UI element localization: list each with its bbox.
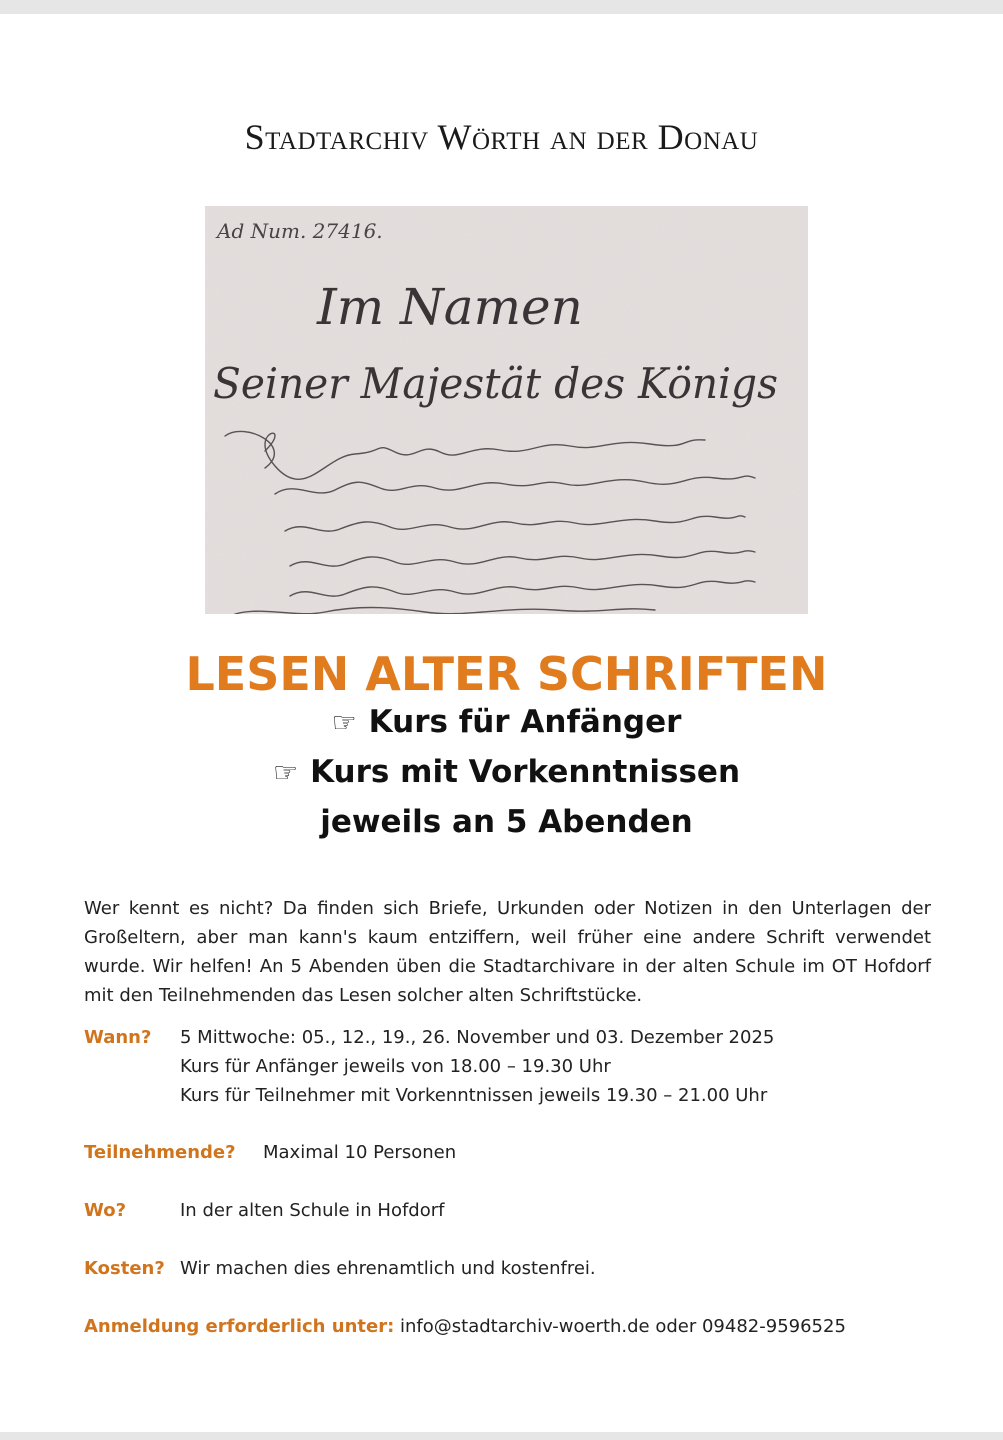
manuscript-image: [205, 206, 808, 614]
detail-registration-label: Anmeldung erforderlich unter:: [84, 1316, 395, 1337]
flyer-page: [0, 14, 1003, 1432]
detail-costs-label: Kosten?: [84, 1258, 165, 1279]
detail-participants: [84, 1138, 931, 1168]
offer-beginners: [0, 700, 1003, 745]
detail-when: [84, 1023, 931, 1113]
intro-text: Wer kennt es nicht? Da finden sich Briefe, Urkunden oder Notizen in den Unterlagen der Großeltern, aber man kann's kaum entziffern, weil früher eine andere Schrift verwendet wurde. Wir helfen! An 5 Abenden üben die Stadtarchivare in der alten Schule im OT Hofdorf mit den Teilnehmenden das Lesen solcher alten Schriftstücke.: [84, 898, 931, 1006]
detail-costs: [84, 1254, 931, 1284]
archive-title: Stadtarchiv Wörth an der Donau: [244, 117, 759, 157]
detail-costs-value: Wir machen dies ehrenamtlich und kostenfrei.: [180, 1258, 596, 1279]
detail-where-value: In der alten Schule in Hofdorf: [180, 1200, 445, 1221]
detail-when-line: Kurs für Teilnehmer mit Vorkenntnissen jeweils 19.30 – 21.00 Uhr: [180, 1085, 768, 1106]
detail-where-label: Wo?: [84, 1200, 127, 1221]
detail-participants-value: Maximal 10 Personen: [263, 1142, 457, 1163]
offer-beginners-label: Kurs für Anfänger: [368, 704, 682, 740]
manuscript-reference: Ad Num. 27416.: [217, 219, 383, 243]
offer-advanced: [0, 750, 1003, 795]
detail-when-line: Kurs für Anfänger jeweils von 18.00 – 19.30 Uhr: [180, 1056, 611, 1077]
detail-registration: [84, 1312, 931, 1342]
detail-registration-value: info@stadtarchiv-woerth.de oder 09482-9596525: [400, 1316, 846, 1337]
manuscript-line-2: Seiner Majestät des Königs: [213, 359, 778, 408]
detail-when-line: 5 Mittwoche: 05., 12., 19., 26. November und 03. Dezember 2025: [180, 1027, 775, 1048]
course-headline: LESEN ALTER SCHRIFTEN: [185, 647, 828, 701]
detail-where: [84, 1196, 931, 1226]
offer-advanced-label: Kurs mit Vorkenntnissen: [310, 754, 741, 790]
offer-note: jeweils an 5 Abenden: [320, 804, 693, 840]
pointing-hand-icon: ☞: [331, 706, 357, 739]
pointing-hand-icon: ☞: [272, 756, 299, 789]
detail-participants-label: Teilnehmende?: [84, 1142, 236, 1163]
detail-when-label: Wann?: [84, 1027, 152, 1048]
manuscript-handwriting: [205, 206, 808, 614]
detail-when-value: [180, 1023, 774, 1110]
manuscript-line-1: Im Namen: [317, 278, 583, 336]
